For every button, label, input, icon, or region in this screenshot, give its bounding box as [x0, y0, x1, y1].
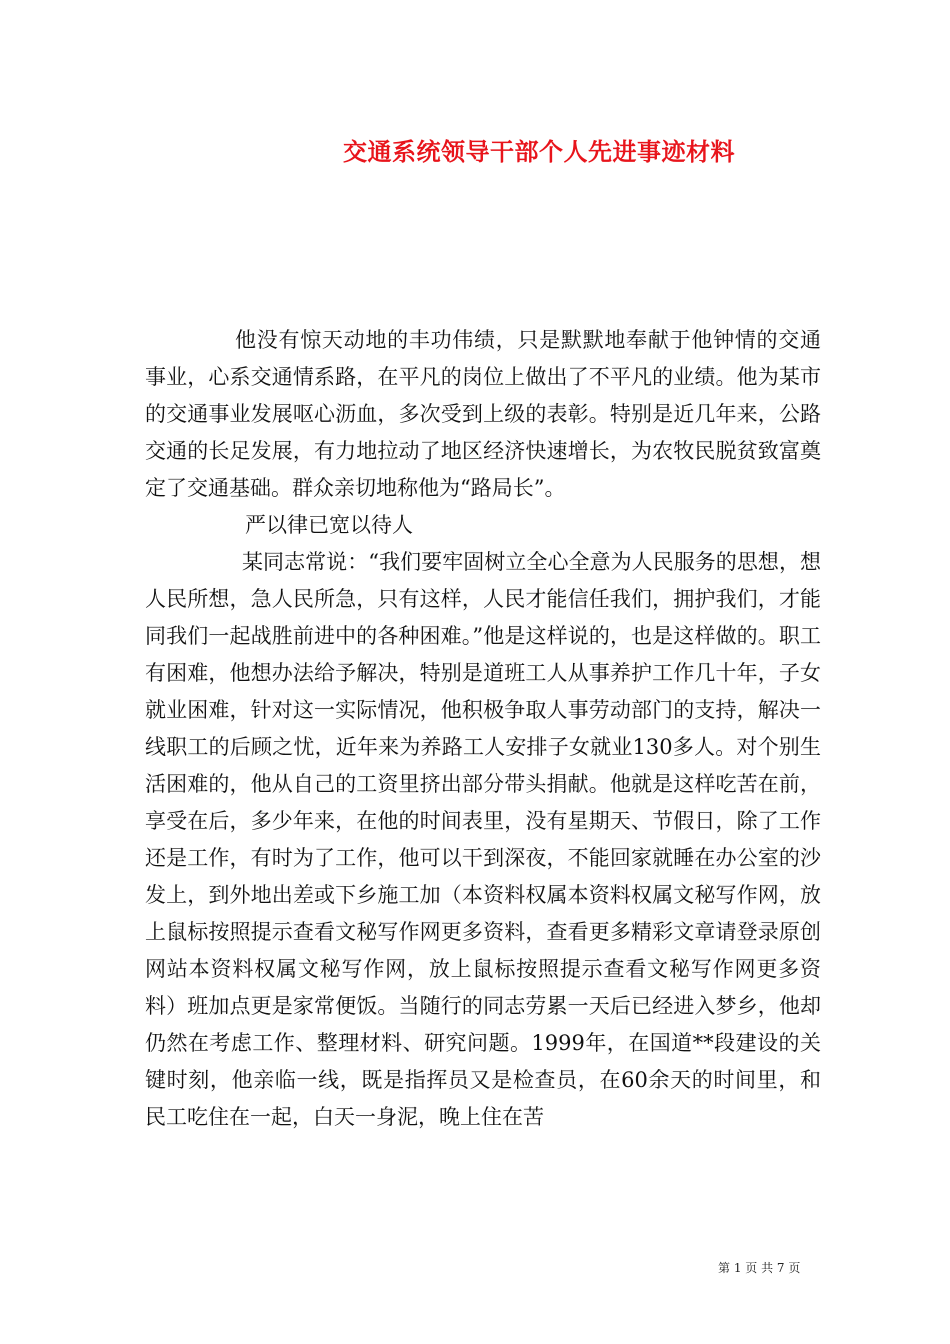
document-title: 交通系统领导干部个人先进事迹材料 — [343, 137, 735, 166]
body-paragraph: 某同志常说：“我们要牢固树立全心全意为人民服务的思想，想人民所想，急人民所急，只有这样，人民才能信任我们，拥护我们，才能同我们一起战胜前进中的各种困难。”他是这样说的，也是这样做的。职工有困难，他想办法给予解决，特别是道班工人从事养护工作几十年，子女就业困难，针对这一实际情况，他积极争取人事劳动部门的支持，解决一线职工的后顾之忧，近年来为养路工人安排子女就业130多人。对个别生活困难的，他从自己的工资里挤出部分带头捐献。他就是这样吃苦在前，享受在后，多少年来，在他的时间表里，没有星期天、节假日，除了工作还是工作，有时为了工作，他可以干到深夜，不能回家就睡在办公室的沙发上，到外地出差或下乡施工加（本资料权属本资料权属文秘写作网，放上鼠标按照提示查看文秘写作网更多资料，查看更多精彩文章请登录原创网站本资料权属文秘写作网，放上鼠标按照提示查看文秘写作网更多资料）班加点更是家常便饭。当随行的同志劳累一天后已经进入梦乡，他却仍然在考虑工作、整理材料、研究问题。1999年，在国道**段建设的关键时刻，他亲临一线，既是指挥员又是检查员，在60余天的时间里，和民工吃住在一起，白天一身泥，晚上住在苦 — [145, 550, 821, 1129]
intro-paragraph: 他没有惊天动地的丰功伟绩，只是默默地奉献于他钟情的交通事业，心系交通情系路，在平凡的岗位上做出了不平凡的业绩。他为某市的交通事业发展呕心沥血，多次受到上级的表彰。特别是近几年来，公路交通的长足发展，有力地拉动了地区经济快速增长，为农牧民脱贫致富奠定了交通基础。群众亲切地称他为“路局长”。 — [145, 328, 821, 500]
document-body — [145, 322, 821, 1136]
page-number: 第 1 页 共 7 页 — [718, 1261, 801, 1275]
section-heading: 严以律已宽以待人 — [245, 513, 413, 537]
